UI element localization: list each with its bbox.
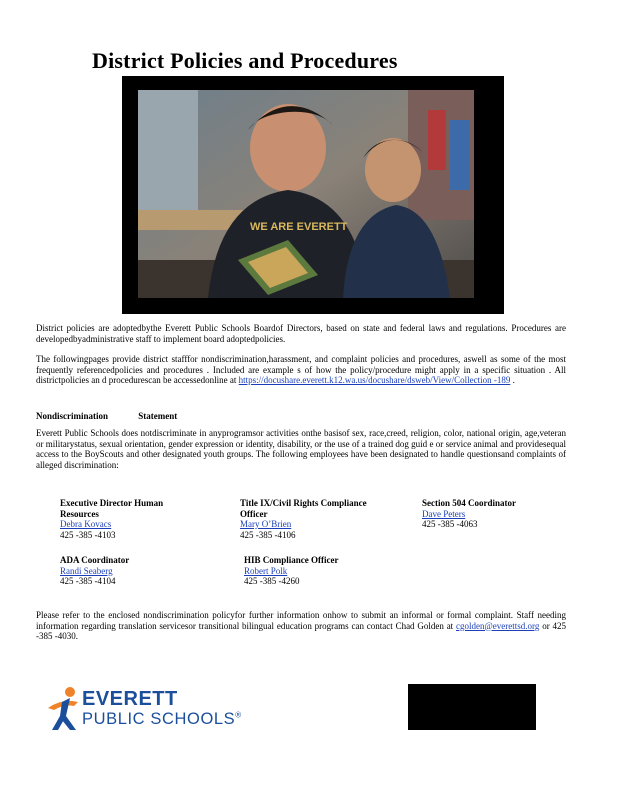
logo-figure-icon xyxy=(44,686,82,732)
contact-phone: 425 -385 -4260 xyxy=(244,576,300,586)
docushare-link[interactable]: https://docushare.everett.k12.wa.us/docushare/dsweb/View/Collection -189 xyxy=(238,375,511,386)
contact-hr-director xyxy=(60,498,190,540)
contact-name-link[interactable]: Debra Kovacs xyxy=(60,519,112,529)
everett-logo xyxy=(44,686,254,732)
policy-intro-paragraph: District policies are adoptedbythe Everett Public Schools Boardof Directors, based on state and federal laws and regulations. Procedures are developedbyadministrative staff to implement board adoptedpolicies. xyxy=(36,323,566,344)
nondiscrimination-paragraph: Everett Public Schools does notdiscriminate in anyprogramsor activities onthe basisof sex, race,creed, religion, color, national origin, age,veteran or militarystatus, sexual orientation, gender expression or identity, disability, or the use of a trained dog guid e or service animal and providesequal access to the BoyScouts and other designated youth groups. The following employees have been designated to handle questionsand complaints of alleged discrimination: xyxy=(36,428,566,470)
classroom-photo xyxy=(138,90,474,298)
photo-frame xyxy=(122,76,504,314)
contact-phone: 425 -385 -4103 xyxy=(60,529,116,540)
logo-text-public-schools xyxy=(82,710,242,729)
email-link[interactable]: cgolden@everettsd.org xyxy=(456,620,540,631)
contact-phone: 425 -385 -4106 xyxy=(240,529,296,540)
classroom-photo-illustration xyxy=(138,90,474,298)
registered-mark: ® xyxy=(235,710,242,720)
contact-role: ADA Coordinator xyxy=(60,555,130,565)
contact-phone: 425 -385 -4063 xyxy=(422,519,478,529)
policy-access-paragraph xyxy=(36,354,566,386)
complaint-info-end: or 425 -385 -4030. xyxy=(36,620,567,642)
contact-role: HIB Compliance Officer xyxy=(244,555,339,565)
policy-access-text: The followingpages provide district stafffor nondiscrimination,harassment, and complaint policies and procedures, aswell as some of the most frequently referencedpolicies and procedures . Included are example s of how the policy/procedure might apply in a specific situation . All districtpolicies an d procedurescan be accessedonline at xyxy=(36,354,566,386)
contact-name-link[interactable]: Mary O’Brien xyxy=(240,519,292,529)
complaint-info-paragraph xyxy=(36,610,566,642)
contact-role: Title IX/Civil Rights Compliance Officer xyxy=(240,498,367,519)
redaction-box xyxy=(408,684,536,730)
page-title: District Policies and Procedures xyxy=(92,48,398,73)
nondiscrimination-heading: Nondiscrimination Statement xyxy=(36,411,178,421)
contact-ada xyxy=(60,555,190,587)
contact-phone: 425 -385 -4104 xyxy=(60,576,116,586)
contact-role: Executive Director Human Resources xyxy=(60,498,164,519)
contact-title-ix xyxy=(240,498,370,540)
contact-hib xyxy=(244,555,394,587)
contact-name-link[interactable]: Dave Peters xyxy=(422,508,466,519)
shirt-text: WE ARE EVERETT xyxy=(250,221,348,233)
contact-name-link[interactable]: Randi Seaberg xyxy=(60,565,113,576)
contact-section-504 xyxy=(422,498,562,530)
contact-role: Section 504 Coordinator xyxy=(422,498,516,508)
complaint-info-text: Please refer to the enclosed nondiscrimination policyfor further information onhow to submit an informal or formal complaint. Staff needing information regarding translation servicesor transitional bilingual education programs can contact Chad Golden at xyxy=(36,610,566,631)
logo-text-line2: PUBLIC SCHOOLS xyxy=(82,710,236,728)
policy-access-end: . xyxy=(510,375,515,386)
contact-name-link[interactable]: Robert Polk xyxy=(244,565,288,576)
logo-text-everett: EVERETT xyxy=(82,688,178,710)
